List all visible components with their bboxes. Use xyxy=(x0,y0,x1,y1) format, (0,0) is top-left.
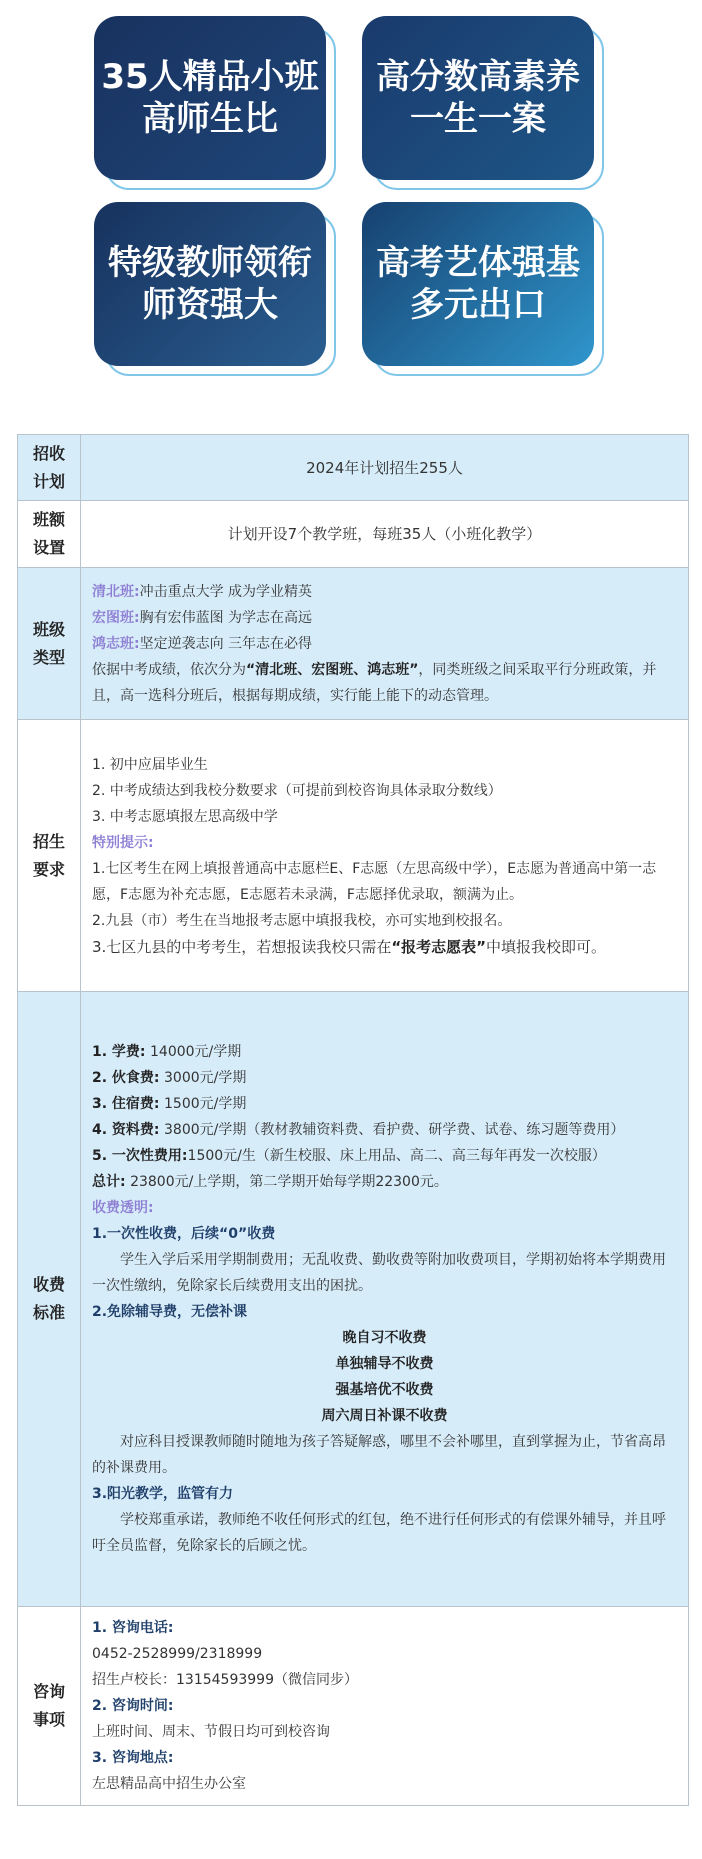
contact-time: 上班时间、周末、节假日均可到校咨询 xyxy=(92,1724,330,1740)
row-contact xyxy=(18,1607,689,1806)
fee-section-title: 1.一次性收费，后续“0”收费 xyxy=(92,1226,276,1242)
card-subtitle: 高师生比 xyxy=(142,99,278,139)
quota-value: 计划开设7个教学班，每班35人（小班化教学） xyxy=(81,501,689,568)
row-label: 班级 类型 xyxy=(18,568,81,720)
card-title: 特级教师领衔 xyxy=(108,243,312,283)
special-tip-2: 2.九县（市）考生在当地报考志愿中填报我校，亦可实地到校报名。 xyxy=(92,912,512,929)
special-tip-title: 特别提示: xyxy=(92,834,154,851)
feature-card-small-class xyxy=(94,16,336,190)
free-item: 晚自习不收费 xyxy=(342,1330,427,1346)
feature-card-teachers xyxy=(94,202,336,376)
fee-item: 2. 伙食费: 3000元/学期 xyxy=(92,1070,247,1086)
row-label: 招收 计划 xyxy=(18,435,81,501)
plan-value: 2024年计划招生255人 xyxy=(81,435,689,501)
fee-item: 1. 学费: 14000元/学期 xyxy=(92,1044,242,1060)
feature-card-high-score xyxy=(362,16,604,190)
class-type-item: 鸿志班:坚定逆袭志向 三年志在必得 xyxy=(92,635,313,652)
contact-content xyxy=(81,1607,689,1806)
requirement-item: 1. 初中应届毕业生 xyxy=(92,756,208,773)
enrollment-info-table xyxy=(17,434,689,1806)
special-tip-1: 1.七区考生在网上填报普通高中志愿栏E、F志愿（左思高级中学），E志愿为普通高中第一志愿，F志愿为补充志愿，E志愿若未录满，F志愿择优录取，额满为止。 xyxy=(92,860,657,903)
row-plan xyxy=(18,435,689,501)
free-item: 强基培优不收费 xyxy=(335,1382,434,1398)
card-title: 35人精品小班 xyxy=(101,57,319,97)
row-label: 收费 标准 xyxy=(18,992,81,1607)
fee-section-text: 学校郑重承诺，教师绝不收任何形式的红包，绝不进行任何形式的有偿课外辅导，并且呼吁全员监督，免除家长的后顾之忧。 xyxy=(92,1512,666,1554)
card-title: 高分数高素养 xyxy=(376,57,580,97)
fee-section-text: 对应科目授课教师随时随地为孩子答疑解惑，哪里不会补哪里，直到掌握为止，节省高昂的补课费用。 xyxy=(92,1434,666,1476)
fee-section-title: 3.阳光教学，监管有力 xyxy=(92,1486,234,1502)
class-types-content xyxy=(81,568,689,720)
card-subtitle: 师资强大 xyxy=(142,285,278,325)
row-requirements xyxy=(18,720,689,992)
contact-phone: 0452-2528999/2318999 xyxy=(92,1646,263,1662)
free-item: 周六周日补课不收费 xyxy=(321,1408,448,1424)
free-item: 单独辅导不收费 xyxy=(335,1356,434,1372)
card-subtitle: 一生一案 xyxy=(410,99,546,139)
requirement-item: 2. 中考成绩达到我校分数要求（可提前到校咨询具体录取分数线） xyxy=(92,782,502,799)
contact-place-title: 3. 咨询地点: xyxy=(92,1750,174,1766)
transparent-title: 收费透明: xyxy=(92,1200,154,1216)
special-tip-3: 3.七区九县的中考考生，若想报读我校只需在“报考志愿表”中填报我校即可。 xyxy=(92,937,607,956)
requirement-item: 3. 中考志愿填报左思高级中学 xyxy=(92,808,278,825)
class-type-item: 清北班:冲击重点大学 成为学业精英 xyxy=(92,583,313,600)
class-type-item: 宏图班:胸有宏伟蓝图 为学志在高远 xyxy=(92,609,313,626)
row-class-types xyxy=(18,568,689,720)
class-types-description: 依据中考成绩，依次分为“清北班、宏图班、鸿志班”，同类班级之间采取平行分班政策，并且，高一选科分班后，根据每期成绩，实行能上能下的动态管理。 xyxy=(92,661,657,704)
row-fees xyxy=(18,992,689,1607)
fee-total: 总计: 23800元/上学期，第二学期开始每学期22300元。 xyxy=(92,1174,448,1190)
fees-content xyxy=(81,992,689,1607)
row-label: 班额 设置 xyxy=(18,501,81,568)
fee-item: 5. 一次性费用:1500元/生（新生校服、床上用品、高二、高三每年再发一次校服） xyxy=(92,1148,606,1164)
contact-principal: 招生卢校长：13154593999（微信同步） xyxy=(92,1672,358,1688)
card-title: 高考艺体强基 xyxy=(376,243,580,283)
fee-item: 3. 住宿费: 1500元/学期 xyxy=(92,1096,247,1112)
contact-time-title: 2. 咨询时间: xyxy=(92,1698,174,1714)
card-subtitle: 多元出口 xyxy=(410,285,546,325)
fee-section-text: 学生入学后采用学期制费用；无乱收费、勤收费等附加收费项目，学期初始将本学期费用一次性缴纳，免除家长后续费用支出的困扰。 xyxy=(92,1252,666,1294)
row-label: 咨询 事项 xyxy=(18,1607,81,1806)
row-label: 招生 要求 xyxy=(18,720,81,992)
fee-item: 4. 资料费: 3800元/学期（教材教辅资料费、看护费、研学费、试卷、练习题等费用） xyxy=(92,1122,625,1138)
feature-card-exits xyxy=(362,202,604,376)
fee-section-title: 2.免除辅导费，无偿补课 xyxy=(92,1304,248,1320)
row-quota xyxy=(18,501,689,568)
requirements-content xyxy=(81,720,689,992)
contact-place: 左思精品高中招生办公室 xyxy=(92,1776,246,1792)
contact-phone-title: 1. 咨询电话: xyxy=(92,1620,174,1636)
